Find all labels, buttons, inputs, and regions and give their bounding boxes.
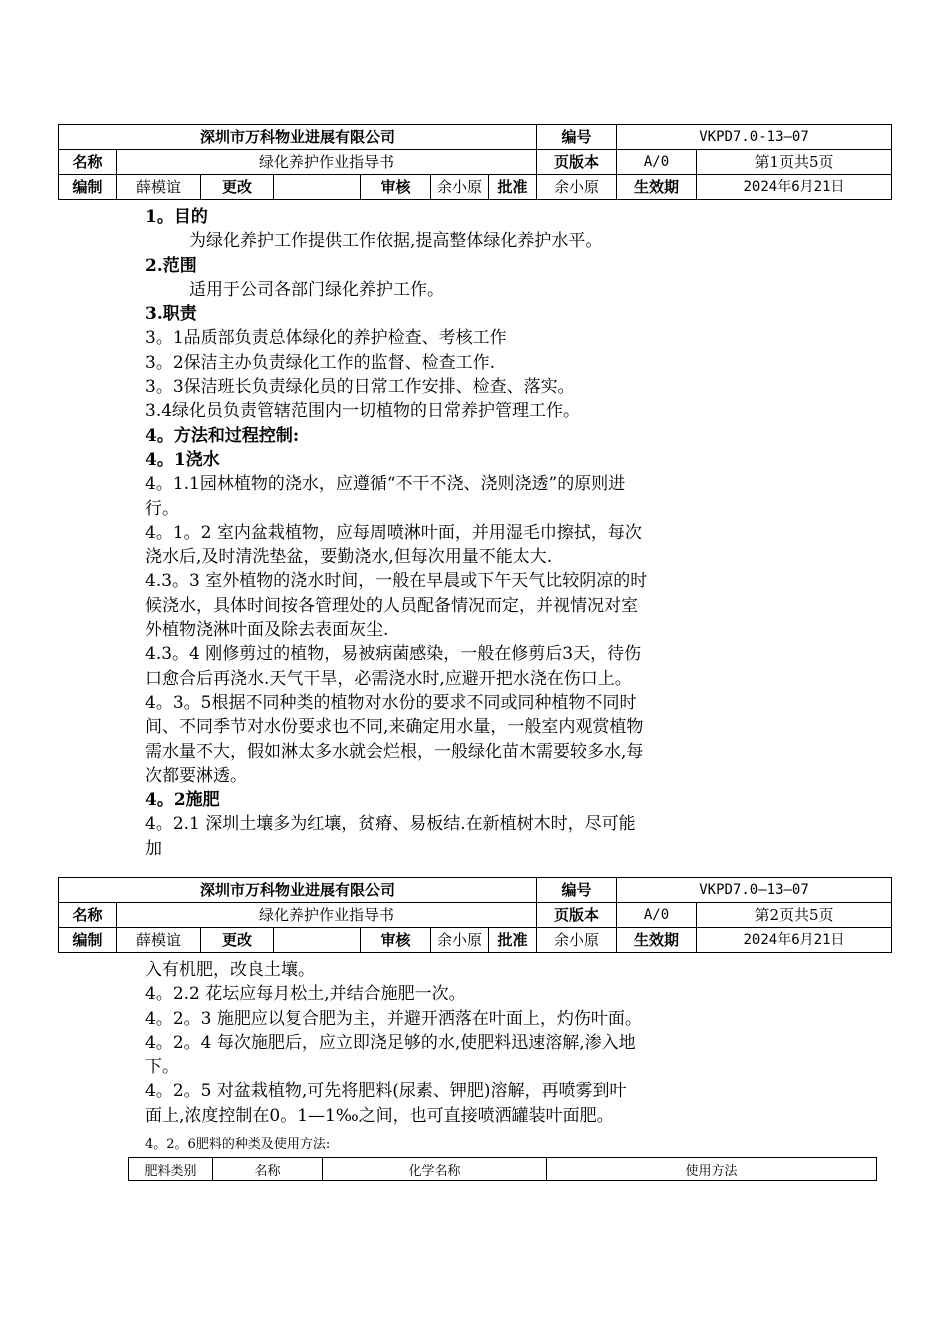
code-label: 编号 — [537, 878, 617, 903]
paragraph: 外植物浇淋叶面及除去表面灰尘. — [145, 620, 389, 641]
paragraph: 3。2保洁主办负责绿化工作的监督、检查工作. — [145, 352, 496, 373]
effective-label: 生效期 — [617, 928, 697, 953]
paragraph: 候浇水，具体时间按各管理处的人员配备情况而定，并视情况对室 — [145, 595, 638, 616]
paragraph: 3。1品质部负责总体绿化的养护检查、考核工作 — [145, 328, 507, 349]
change-label: 更改 — [201, 928, 274, 953]
approve-label: 批准 — [489, 928, 537, 953]
paragraph: 4.3。3 室外植物的浇水时间，一般在早晨或下午天气比较阴凉的时 — [145, 571, 648, 592]
code-label: 编号 — [537, 125, 617, 150]
document-name: 绿化养护作业指导书 — [117, 150, 537, 175]
page2-body — [145, 958, 810, 1128]
company-name: 深圳市万科物业进展有限公司 — [59, 125, 537, 150]
effective-label: 生效期 — [617, 175, 697, 200]
paragraph: 加 — [145, 838, 162, 859]
table-header-cell: 名称 — [213, 1158, 323, 1181]
paragraph: 4。2.2 花坛应每月松土,并结合施肥一次。 — [145, 984, 466, 1005]
code-value: VKPD7.0—13—07 — [617, 878, 892, 903]
page-number: 第1页共5页 — [697, 150, 892, 175]
review-value: 余小原 — [431, 175, 489, 200]
review-label: 审核 — [361, 175, 431, 200]
paragraph: 4。2。4 每次施肥后，应立即浇足够的水,使肥料迅速溶解,渗入地 — [145, 1032, 636, 1053]
version-label: 页版本 — [537, 150, 617, 175]
change-value — [274, 928, 361, 953]
paragraph: 4。1.1园林植物的浇水，应遵循“不干不浇、浇则浇透”的原则进 — [145, 474, 626, 495]
version-value: A/0 — [617, 903, 697, 928]
review-label: 审核 — [361, 928, 431, 953]
paragraph: 4。2。3 施肥应以复合肥为主，并避开洒落在叶面上，灼伤叶面。 — [145, 1008, 642, 1029]
paragraph: 下。 — [145, 1057, 179, 1078]
paragraph: 4。2。5 对盆栽植物,可先将肥料(尿素、钾肥)溶解，再喷雾到叶 — [145, 1081, 627, 1102]
paragraph: 行。 — [145, 498, 179, 519]
section-heading: 4。方法和过程控制: — [145, 425, 300, 446]
name-label: 名称 — [59, 903, 117, 928]
page1-body — [145, 205, 810, 861]
paragraph: 入有机肥，改良土壤。 — [145, 960, 315, 980]
subsection-heading: 4。1浇水 — [145, 449, 220, 470]
name-label: 名称 — [59, 150, 117, 175]
approve-value: 余小原 — [537, 175, 617, 200]
change-label: 更改 — [201, 175, 274, 200]
table-header-cell: 肥料类别 — [129, 1158, 213, 1181]
effective-value: 2024年6月21日 — [697, 175, 892, 200]
paragraph: 为绿化养护工作提供工作依据,提高整体绿化养护水平。 — [189, 231, 603, 252]
page-number: 第2页共5页 — [697, 903, 892, 928]
table-header-cell: 使用方法 — [547, 1158, 877, 1181]
code-value: VKPD7.0-13—07 — [617, 125, 892, 150]
header-table-page1 — [58, 124, 892, 200]
paragraph: 4.3。4 刚修剪过的植物，易被病菌感染，一般在修剪后3天，待伤 — [145, 644, 642, 665]
paragraph: 3。3保洁班长负责绿化员的日常工作安排、检查、落实。 — [145, 377, 575, 398]
approve-value: 余小原 — [537, 928, 617, 953]
effective-value: 2024年6月21日 — [697, 928, 892, 953]
paragraph: 面上,浓度控制在0。1—1‰之间，也可直接喷洒罐装叶面肥。 — [145, 1105, 614, 1126]
table-header-cell: 化学名称 — [323, 1158, 547, 1181]
paragraph: 4。2.1 深圳土壤多为红壤，贫瘠、易板结.在新植树木时，尽可能 — [145, 814, 636, 835]
version-value: A/0 — [617, 150, 697, 175]
paragraph: 3.4绿化员负责管辖范围内一切植物的日常养护管理工作。 — [145, 401, 581, 422]
section-heading: 3.职责 — [145, 304, 197, 325]
paragraph: 4。3。5根据不同种类的植物对水份的要求不同或同种植物不同时 — [145, 692, 637, 713]
approve-label: 批准 — [489, 175, 537, 200]
section-heading: 1。目的 — [145, 207, 208, 227]
fertilizer-table-caption: 4。2。6肥料的种类及使用方法: — [145, 1137, 331, 1152]
section-heading: 2.范围 — [145, 255, 197, 276]
company-name: 深圳市万科物业进展有限公司 — [59, 878, 537, 903]
fertilizer-table — [128, 1157, 877, 1181]
paragraph: 间、不同季节对水份要求也不同,来确定用水量，一般室内观赏植物 — [145, 717, 644, 738]
paragraph: 4。1。2 室内盆栽植物，应每周喷淋叶面，并用湿毛巾擦拭，每次 — [145, 522, 642, 543]
document-name: 绿化养护作业指导书 — [117, 903, 537, 928]
author-label: 编制 — [59, 175, 117, 200]
paragraph: 浇水后,及时清洗垫盆，要勤浇水,但每次用量不能太大. — [145, 547, 553, 568]
author-value: 薛模谊 — [117, 928, 201, 953]
version-label: 页版本 — [537, 903, 617, 928]
author-value: 薛模谊 — [117, 175, 201, 200]
paragraph: 口愈合后再浇水.天气干旱，必需浇水时,应避开把水浇在伤口上。 — [145, 668, 632, 689]
review-value: 余小原 — [431, 928, 489, 953]
paragraph: 适用于公司各部门绿化养护工作。 — [189, 279, 444, 300]
header-table-page2 — [58, 877, 892, 953]
change-value — [274, 175, 361, 200]
paragraph: 需水量不大，假如淋太多水就会烂根，一般绿化苗木需要较多水,每 — [145, 741, 644, 762]
author-label: 编制 — [59, 928, 117, 953]
paragraph: 次都要淋透。 — [145, 765, 247, 786]
subsection-heading: 4。2施肥 — [145, 790, 220, 811]
